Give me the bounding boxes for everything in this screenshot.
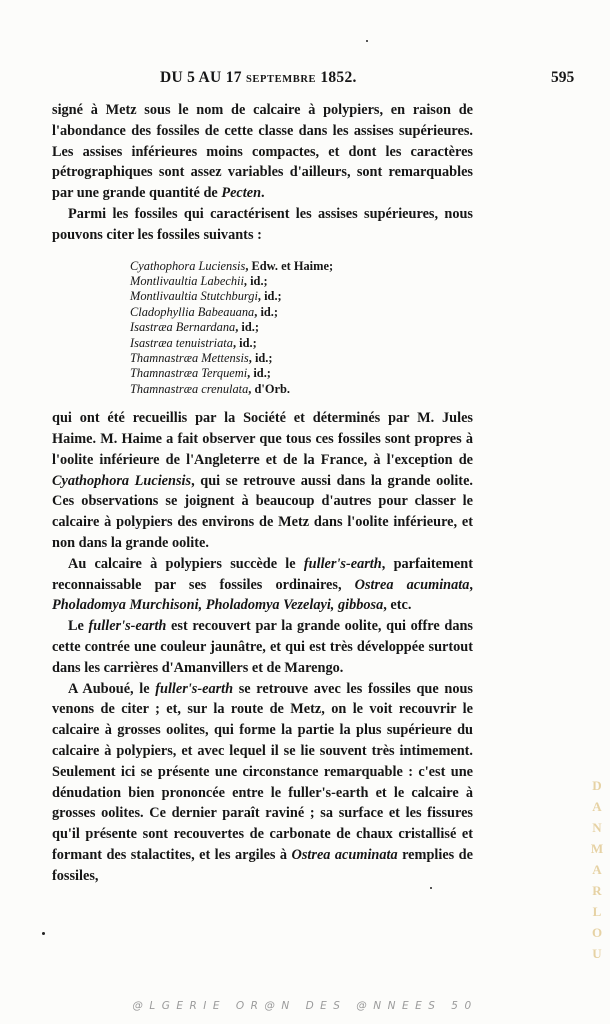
para6-italic-2: Ostrea acuminata (291, 846, 398, 863)
para5-italic: fuller's-earth (88, 618, 167, 635)
para4-text-d: , etc. (383, 597, 412, 614)
paragraph-5 (52, 616, 473, 678)
para4-text-a: Au calcaire à polypiers succède le (68, 555, 304, 572)
para6-italic-1: fuller's-earth (155, 680, 234, 697)
para1-italic: Pecten (221, 185, 262, 202)
fossil-author: , Edw. et Haime; (245, 258, 334, 273)
paragraph-6 (52, 679, 473, 887)
para4-italic-2: Ostrea acuminata (354, 576, 470, 593)
para5-text-b: est recouvert par la grande oolite, qui offre dans cette contrée une couleur jaunâtre, et qui est très développée surtout dans les carrières d'Amanvillers et de Marengo. (52, 618, 473, 676)
paragraph-2: Parmi les fossiles qui caractérisent les assises supérieures, nous pouvons citer les fossiles suivants : (52, 205, 473, 243)
fossil-author: , id.; (243, 273, 268, 288)
para1-text: signé à Metz sous le nom de calcaire à polypiers, en raison de l'abondance des fossiles de cette classe dans les assises supérieures. Les assises inférieures moins compactes, et dont les caractères pétrographiques sont assez variables d'ailleurs, sont remarquables par une grande quantité de (52, 102, 473, 202)
body-text (52, 100, 473, 887)
para1-end: . (261, 185, 265, 202)
footer-watermark: @LGERIE OR@N DES @NNEES 50 (132, 1000, 478, 1012)
fossil-name: Thamnastræa Mettensis (130, 351, 249, 366)
running-head (160, 69, 357, 87)
para6-text-c: remplies de fossiles, (52, 846, 473, 884)
fossil-author: , id.; (247, 366, 271, 381)
para4-italic-3: Pholadomya Murchisoni, Pholadomya Vezelayi, gibbosa (52, 597, 384, 614)
ink-speck (366, 40, 368, 42)
paragraph-1 (52, 100, 473, 204)
paragraph-3 (52, 408, 473, 554)
fossil-author: , id.; (248, 351, 273, 366)
fossil-name: Montlivaultia Stutchburgi (130, 289, 258, 304)
fossil-list-item (130, 259, 473, 274)
fossil-list-item (130, 382, 473, 397)
fossil-list-item (130, 305, 473, 320)
para6-text-a: A Auboué, le (68, 680, 156, 697)
fossil-name: Isastræa Bernardana (130, 320, 236, 335)
fossil-list (130, 259, 473, 398)
fossil-author: , id.; (257, 289, 282, 304)
para3-text-a: qui ont été recueillis par la Société et déterminés par M. Jules Haime. M. Haime a fait observer que tous ces fossiles sont propres à l'oolite inférieure de l'Angleterre et de la France, à l'exception de (52, 410, 473, 468)
fossil-list-item (130, 274, 473, 289)
running-head-date: DU 5 AU 17 (160, 69, 246, 86)
paragraph-4 (52, 554, 473, 616)
fossil-name: Thamnastræa Terquemi (130, 366, 248, 381)
para3-text-b: , qui se retrouve aussi dans la grande oolite. Ces observations se joignent à beaucoup d'autres pour classer le calcaire à polypiers des environs de Metz dans l'oolite inférieure, et non dans la grande oolite. (52, 472, 473, 552)
para4-italic-1: fuller's-earth (303, 555, 382, 572)
fossil-list-item (130, 320, 473, 335)
ink-speck (42, 932, 45, 935)
para4-text-c: , (469, 576, 473, 593)
page-number: 595 (551, 69, 575, 86)
fossil-name: Thamnastræa crenulata (130, 381, 249, 396)
fossil-name: Isastræa tenuistriata (130, 335, 233, 350)
fossil-list-item (130, 366, 473, 381)
fossil-list-item (130, 336, 473, 351)
fossil-author: , id.; (254, 304, 279, 319)
fossil-list-item (130, 351, 473, 366)
fossil-name: Cyathophora Luciensis (130, 258, 246, 273)
fossil-author: , id.; (232, 335, 257, 350)
page-header (0, 69, 610, 91)
fossil-author: , d'Orb. (248, 381, 290, 396)
ink-speck (430, 887, 432, 889)
para3-italic: Cyathophora Luciensis (52, 472, 192, 489)
para4-text-b: , parfaitement reconnaissable par ses fossiles ordinaires, (52, 555, 473, 593)
side-watermark: DANMARLOU (590, 778, 604, 961)
fossil-name: Montlivaultia Labechii (130, 273, 244, 288)
para5-text-a: Le (68, 618, 89, 635)
fossil-author: , id.; (235, 320, 259, 335)
running-head-month: SEPTEMBRE (245, 74, 317, 85)
fossil-list-item (130, 289, 473, 304)
para6-text-b: se retrouve avec les fossiles que nous venons de citer ; et, sur la route de Metz, on le voit recouvrir le calcaire à grosses oolites, qui forme la partie la plus supérieure du calcaire à polypiers, et avec lequel il se lie souvent très intimement. Seulement ici se présente une circonstance remarquable : c'est une dénudation bien prononcée entre le fuller's-earth et le calcaire à grosses oolites. Ce dernier paraît raviné ; sa surface et les fissures qu'il présente sont recouvertes de carbonate de chaux cristallisé et formant des stalactites, et les argiles à (52, 680, 473, 863)
running-head-year: 1852. (316, 69, 357, 86)
fossil-name: Cladophyllia Babeauana (130, 304, 255, 319)
